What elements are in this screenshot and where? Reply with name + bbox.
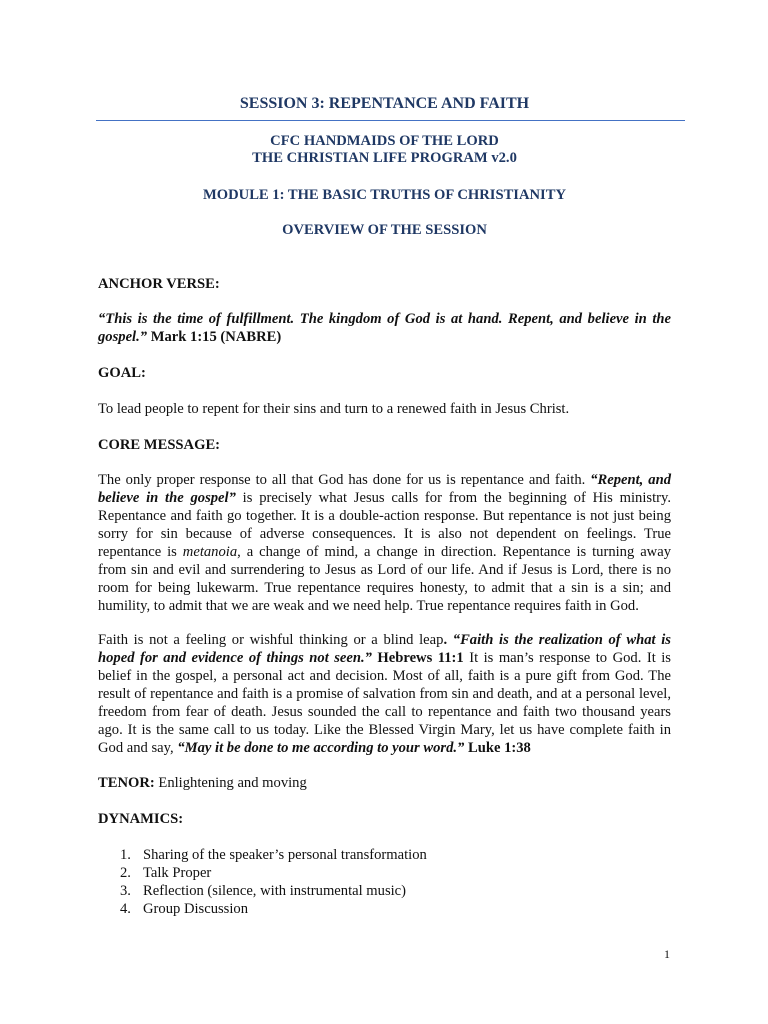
anchor-verse-text	[98, 310, 671, 346]
core-message-paragraph-1: The only proper response to all that God has done for us is repentance and faith. “Repent, and believe in the gospel” is precisely what Jesus calls for from the beginning of His ministry. Repentance and faith go together. It is a double-action response. But repentance is not just being sorry for sin because of adverse consequences. It is also not dependent on feelings. True repentance is metanoia, a change of mind, a change in direction. Repentance is turning away from sin and evil and surrendering to Jesus as Lord of our life. And if Jesus is Lord, there is no room for being lukewarm. True repentance requires honesty, to admit that a sin is a sin; and humility, to admit that we are weak and we need help. True repentance requires faith in God.	[98, 472, 671, 614]
goal-heading: GOAL:	[98, 365, 146, 381]
core-message-paragraph-2: Faith is not a feeling or wishful thinking or a blind leap. “Faith is the realization of what is hoped for and evidence of things not seen.” Hebrews 11:1 It is man’s response to God. It is belief in the gospel, a personal act and decision. Most of all, faith is a pure gift from God. The result of repentance and faith is a promise of salvation from sin and death, and at a personal level, freedom from fear of death. Jesus sounded the call to repentance and faith two thousand years ago. It is the same call to us today. Like the Blessed Virgin Mary, let us have complete faith in God and say, “May it be done to me according to your word.” Luke 1:38	[98, 632, 671, 756]
quote-repent-believe: “Repent, and believe in the gospel”	[98, 472, 671, 506]
session-title: SESSION 3: REPENTANCE AND FAITH	[239, 95, 530, 112]
title-underline	[96, 120, 685, 121]
dynamics-heading: DYNAMICS:	[98, 811, 184, 827]
tenor-heading: TENOR:	[98, 775, 155, 791]
tenor-line	[98, 774, 671, 792]
overview-heading: OVERVIEW OF THE SESSION	[282, 222, 487, 238]
reference-hebrews: Hebrews 11:1	[371, 650, 464, 666]
term-metanoia: metanoia	[182, 544, 238, 560]
quote-hebrews: “Faith is the realization of what is hoped for and evidence of things not seen.”	[98, 632, 671, 666]
anchor-verse-heading: ANCHOR VERSE:	[98, 276, 220, 292]
organization-block	[98, 133, 671, 167]
tenor-text: Enlightening and moving	[154, 775, 307, 791]
module-title: MODULE 1: THE BASIC TRUTHS OF CHRISTIANITY	[202, 187, 567, 203]
page-number: 1	[664, 947, 670, 961]
core-message-heading: CORE MESSAGE:	[98, 437, 221, 453]
goal-text: To lead people to repent for their sins and turn to a renewed faith in Jesus Christ.	[98, 401, 570, 417]
anchor-verse-quote: “This is the time of fulfillment. The kingdom of God is at hand. Repent, and believe in the gospel.”	[98, 311, 671, 345]
reference-luke: Luke 1:38	[464, 740, 531, 756]
anchor-verse-reference: Mark 1:15 (NABRE)	[147, 329, 282, 345]
org-line-1: CFC HANDMAIDS OF THE LORD	[270, 133, 499, 149]
org-line-2: THE CHRISTIAN LIFE PROGRAM v2.0	[252, 150, 517, 166]
quote-luke: “May it be done to me according to your word.”	[177, 740, 465, 756]
